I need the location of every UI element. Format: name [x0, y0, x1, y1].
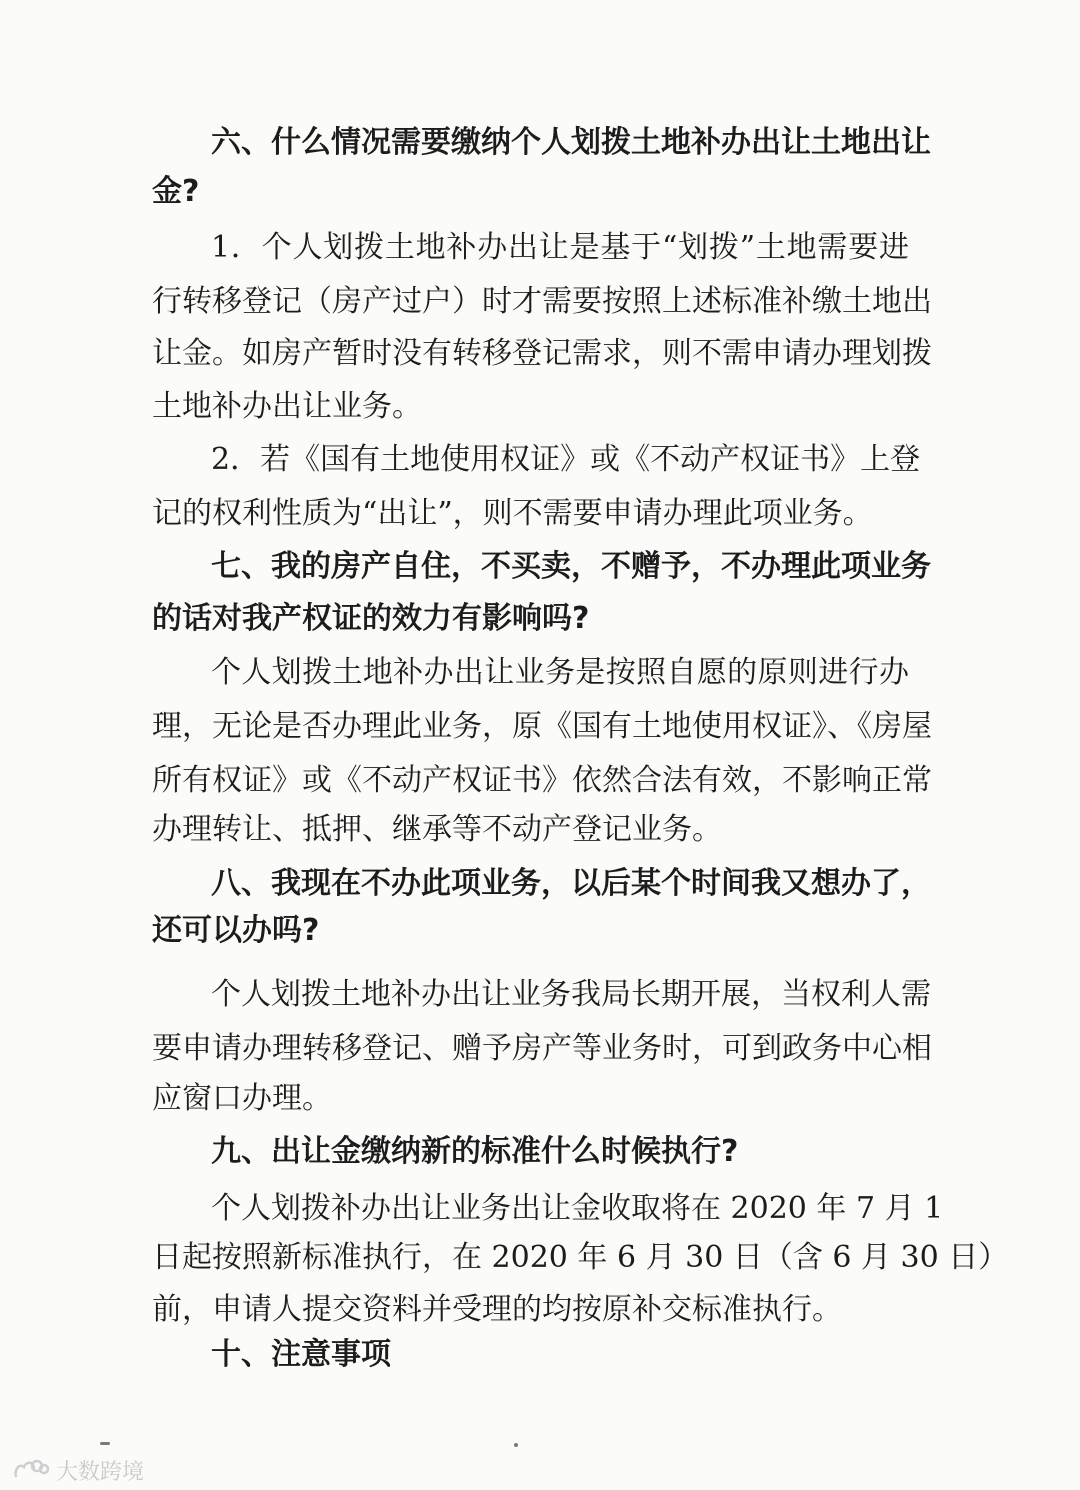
section-heading-8: 八、我现在不办此项业务，以后某个时间我又想办了， [211, 866, 931, 901]
paragraph-line: 土地补办出让业务。 [152, 389, 422, 424]
paragraph-line: 前，申请人提交资料并受理的均按原补交标准执行。 [152, 1292, 842, 1327]
watermark-text: 大数跨境 [56, 1459, 145, 1485]
paragraph-line: 让金。如房产暂时没有转移登记需求，则不需申请办理划拨 [152, 336, 932, 371]
section-heading-10: 十、注意事项 [211, 1337, 391, 1372]
scan-speck [514, 1443, 518, 1447]
paragraph-line: 2．若《国有土地使用权证》或《不动产权证书》上登 [211, 442, 921, 477]
paragraph-line: 个人划拨土地补办出让业务是按照自愿的原则进行办 [211, 655, 909, 690]
section-heading-6-cont: 金? [152, 174, 200, 209]
paragraph-line: 所有权证》或《不动产权证书》依然合法有效，不影响正常 [152, 763, 932, 798]
paragraph-line: 行转移登记（房产过户）时才需要按照上述标准补缴土地出 [152, 284, 932, 319]
paragraph-line: 理，无论是否办理此业务，原《国有土地使用权证》、《房屋 [152, 709, 932, 744]
scan-speck [100, 1442, 110, 1445]
paragraph-line: 办理转让、抵押、继承等不动产登记业务。 [152, 812, 722, 847]
section-heading-8-cont: 还可以办吗? [152, 913, 320, 948]
paragraph-line: 记的权利性质为“出让”，则不需要申请办理此项业务。 [152, 496, 873, 531]
section-heading-7: 七、我的房产自住，不买卖，不赠予，不办理此项业务 [211, 549, 931, 584]
paragraph-line: 应窗口办理。 [152, 1081, 332, 1116]
brand-logo-icon [10, 1455, 50, 1485]
watermark [10, 1452, 144, 1488]
section-heading-9: 九、出让金缴纳新的标准什么时候执行? [211, 1134, 739, 1169]
paragraph-line: 要申请办理转移登记、赠予房产等业务时，可到政务中心相 [152, 1031, 932, 1066]
paragraph-line: 1．个人划拨土地补办出让是基于“划拨”土地需要进 [211, 230, 909, 265]
section-heading-7-cont: 的话对我产权证的效力有影响吗? [152, 601, 590, 636]
paragraph-line: 个人划拨土地补办出让业务我局长期开展，当权利人需 [211, 977, 931, 1012]
paragraph-line: 个人划拨补办出让业务出让金收取将在 2020 年 7 月 1 [211, 1191, 944, 1226]
section-heading-6: 六、什么情况需要缴纳个人划拨土地补办出让土地出让 [211, 125, 931, 160]
paragraph-line: 日起按照新标准执行，在 2020 年 6 月 30 日（含 6 月 30 日） [152, 1240, 1009, 1275]
